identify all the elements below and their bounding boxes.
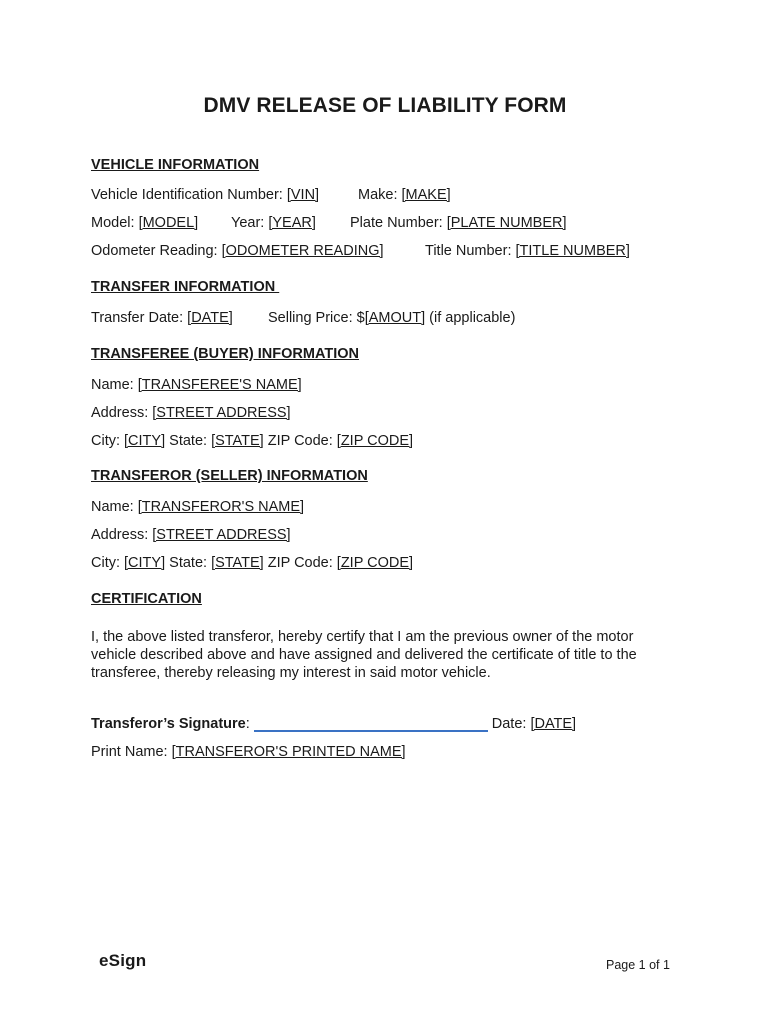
- transfer-date-label: Transfer Date:: [91, 310, 188, 326]
- make-field: [358, 187, 451, 203]
- transferor-zip-value[interactable]: [ZIP CODE]: [336, 555, 414, 571]
- odometer-title-row: [91, 243, 630, 259]
- signature-date-value[interactable]: [DATE]: [530, 716, 577, 732]
- odometer-label: Odometer Reading:: [91, 243, 222, 259]
- transferor-name-value[interactable]: [TRANSFEROR'S NAME]: [137, 499, 305, 515]
- model-label: Model:: [91, 215, 139, 231]
- selling-price-suffix: (if applicable): [425, 310, 516, 326]
- vin-value[interactable]: [VIN]: [286, 187, 320, 203]
- signature-label: Transferor’s Signature: [91, 716, 246, 732]
- make-value[interactable]: [MAKE]: [401, 187, 451, 203]
- transferee-name-row: [91, 377, 302, 393]
- signature-row: [91, 716, 576, 732]
- signature-line[interactable]: [254, 716, 488, 732]
- vin-label: Vehicle Identification Number:: [91, 187, 287, 203]
- selling-price-label: Selling Price: $: [268, 310, 365, 326]
- selling-price-field: [268, 310, 515, 326]
- odometer-value[interactable]: [ODOMETER READING]: [221, 243, 384, 259]
- title-number-value[interactable]: [TITLE NUMBER]: [515, 243, 630, 259]
- plate-value[interactable]: [PLATE NUMBER]: [446, 215, 567, 231]
- transferee-city-value[interactable]: [CITY]: [124, 433, 166, 449]
- transferor-city-row: [91, 555, 413, 571]
- transferee-zip-value[interactable]: [ZIP CODE]: [336, 433, 414, 449]
- transferor-city-label: City:: [91, 555, 125, 571]
- model-year-plate-row: [91, 215, 567, 231]
- esign-logo: eSign: [99, 951, 147, 970]
- title-number-field: [425, 243, 630, 259]
- vin-field: [91, 187, 319, 203]
- transferee-information-heading: TRANSFEREE (BUYER) INFORMATION: [91, 346, 359, 362]
- transferee-city-label: City:: [91, 433, 125, 449]
- model-value[interactable]: [MODEL]: [138, 215, 199, 231]
- transferee-address-row: [91, 405, 291, 421]
- print-name-value[interactable]: [TRANSFEROR'S PRINTED NAME]: [171, 744, 406, 760]
- year-field: [231, 215, 316, 231]
- certification-text: I, the above listed transferor, hereby certify that I am the previous owner of the motor vehicle described above and have assigned and delivered the certificate of title to the transferee, thereby releasing my interest in said motor vehicle.: [91, 629, 637, 681]
- vin-make-row: [91, 187, 451, 203]
- transferee-address-label: Address:: [91, 405, 153, 421]
- transferor-city-value[interactable]: [CITY]: [124, 555, 166, 571]
- transfer-date-price-row: [91, 310, 516, 326]
- plate-field: [350, 215, 567, 231]
- transferor-address-label: Address:: [91, 527, 153, 543]
- page-number: Page 1 of 1: [606, 958, 670, 972]
- vehicle-information-heading: VEHICLE INFORMATION: [91, 157, 260, 173]
- transferee-state-label: State:: [165, 433, 212, 449]
- signature-date-label: Date:: [491, 716, 531, 732]
- transferee-address-value[interactable]: [STREET ADDRESS]: [152, 405, 291, 421]
- transferor-zip-label: ZIP Code:: [263, 555, 337, 571]
- transferor-name-label: Name:: [91, 499, 138, 515]
- year-label: Year:: [231, 215, 269, 231]
- transfer-information-heading: TRANSFER INFORMATION: [91, 279, 280, 295]
- transferor-name-row: [91, 499, 304, 515]
- make-label: Make:: [358, 187, 402, 203]
- transferor-state-value[interactable]: [STATE]: [211, 555, 264, 571]
- signature-colon: :: [245, 716, 250, 732]
- transfer-date-field: [91, 310, 233, 326]
- transferee-zip-label: ZIP Code:: [263, 433, 337, 449]
- transferee-state-value[interactable]: [STATE]: [211, 433, 264, 449]
- transferee-city-row: [91, 433, 413, 449]
- transferee-name-value[interactable]: [TRANSFEREE'S NAME]: [137, 377, 302, 393]
- title-number-label: Title Number:: [425, 243, 516, 259]
- plate-label: Plate Number:: [350, 215, 447, 231]
- transferee-name-label: Name:: [91, 377, 138, 393]
- document-title: DMV RELEASE OF LIABILITY FORM: [203, 94, 567, 117]
- odometer-field: [91, 243, 384, 259]
- model-field: [91, 215, 198, 231]
- year-value[interactable]: [YEAR]: [268, 215, 316, 231]
- print-name-label: Print Name:: [91, 744, 172, 760]
- transferor-information-heading: TRANSFEROR (SELLER) INFORMATION: [91, 468, 368, 484]
- selling-price-value[interactable]: [AMOUT]: [364, 310, 426, 326]
- print-name-row: [91, 744, 406, 760]
- transferor-state-label: State:: [165, 555, 212, 571]
- transferor-address-row: [91, 527, 291, 543]
- certification-heading: CERTIFICATION: [91, 591, 202, 607]
- transfer-date-value[interactable]: [DATE]: [187, 310, 233, 326]
- transferor-address-value[interactable]: [STREET ADDRESS]: [152, 527, 291, 543]
